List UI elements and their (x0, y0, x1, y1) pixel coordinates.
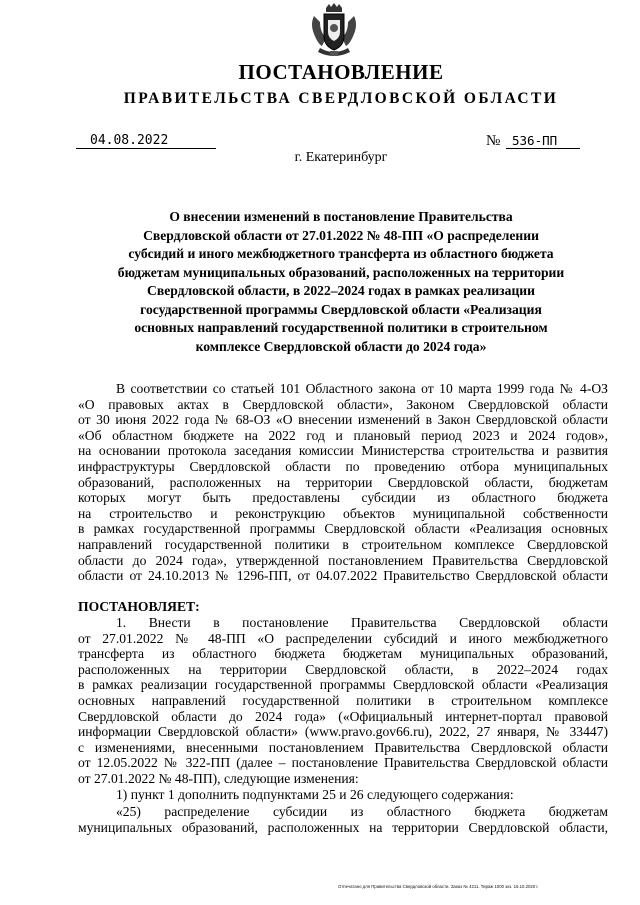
city-name: г. Екатеринбург (294, 150, 388, 165)
text-line: основных направлений государственной политики в строительном комплексе (78, 692, 608, 708)
text-line: в рамках государственной программы Свердловской области «Реализация основных (78, 521, 608, 537)
print-footer: Отпечатано для Правительства Свердловской области. Заказ № 4211. Тираж 1000 экз. 16.10.2020 г. (338, 884, 539, 889)
document-number: 536-ПП (506, 133, 580, 149)
article-1-paragraph (78, 615, 608, 802)
text-line: области до 2024 года», утвержденной постановлением Правительства Свердловской (78, 552, 608, 568)
heading-line: субсидий и иного межбюджетного трансферта из областного бюджета (128, 246, 554, 261)
text-line: от 27.01.2022 № 48-ПП «О распределении субсидий и иного межбюджетного (78, 630, 608, 646)
text-line: образований, расположенных на территории Свердловской области, бюджетам (78, 474, 608, 490)
document-subtitle: ПРАВИТЕЛЬСТВА СВЕРДЛОВСКОЙ ОБЛАСТИ (123, 90, 559, 107)
text-line: в рамках реализации государственной программы Свердловской области «Реализация (78, 677, 608, 693)
coat-of-arms-icon (308, 2, 360, 58)
text-line: от 12.05.2022 № 322-ПП (далее – постановление Правительства Свердловской области (78, 755, 608, 771)
text-line: от 27.01.2022 № 48-ПП), следующие изменения: (78, 770, 359, 786)
heading-line: основных направлений государственной политики в строительном (134, 320, 548, 335)
heading-line: государственной программы Свердловской области «Реализация (140, 301, 542, 317)
text-line: Свердловской области до 2024 года» («Официальный интернет-портал правовой (78, 708, 608, 724)
text-line: «О правовых актах в Свердловской области», Законом Свердловской области (78, 396, 608, 412)
text-line: 1) пункт 1 дополнить подпунктами 25 и 26 следующего содержания: (116, 786, 514, 802)
heading-line: Свердловской области от 27.01.2022 № 48-ПП «О распределении (143, 227, 539, 243)
document-date: 04.08.2022 (76, 133, 216, 149)
preamble-paragraph (78, 381, 608, 584)
text-line: «Об областном бюджете на 2022 год и плановый период 2023 и 2024 годов», (78, 427, 608, 443)
text-line: на основании протокола заседания комиссии Министерства строительства и развития (78, 443, 608, 459)
document-heading (0, 208, 640, 356)
heading-line: комплексе Свердловской области до 2024 года» (195, 338, 487, 354)
text-line: 1. Внести в постановление Правительства Свердловской области (116, 615, 608, 630)
text-line: инфраструктуры Свердловской области по проведению отбора муниципальных (78, 458, 608, 474)
text-line: информации Свердловской области» (www.pravo.gov66.ru), 2022, 27 января, № 33447) (78, 724, 608, 740)
document-title: ПОСТАНОВЛЕНИЕ (238, 60, 444, 84)
text-line: направлений государственной политики в строительном комплексе Свердловской (78, 536, 608, 552)
text-line: В соответствии со статьей 101 Областного закона от 10 марта 1999 года № 4-ОЗ (116, 381, 608, 396)
text-line: трансферта из областного бюджета бюджетам муниципальных образований, (78, 646, 608, 662)
decree-word: ПОСТАНОВЛЯЕТ: (78, 599, 200, 614)
heading-line: бюджетам муниципальных образований, расположенных на территории (117, 264, 565, 280)
text-line: расположенных на территории Свердловской области, в 2022–2024 годах (78, 661, 608, 677)
subitem-25-paragraph (78, 804, 608, 835)
text-line: с изменениями, внесенными постановлением Правительства Свердловской области (78, 739, 608, 755)
text-line: области от 24.10.2013 № 1296-ПП, от 04.07.2022 Правительство Свердловской области (78, 568, 608, 584)
heading-line: Свердловской области, в 2022–2024 годах в рамках реализации (147, 283, 535, 298)
text-line: муниципальных образований, расположенных на территории Свердловской области, (78, 819, 608, 835)
text-line: которых могут быть предоставлены субсидии из областного бюджета (78, 490, 608, 506)
heading-line: О внесении изменений в постановление Правительства (169, 209, 513, 224)
text-line: от 30 июня 2022 года № 68-ОЗ «О внесении изменений в Закон Свердловской области (78, 412, 608, 428)
text-line: «25) распределение субсидии из областного бюджета бюджетам (116, 804, 608, 819)
number-sign: № (486, 133, 501, 149)
text-line: на строительство и реконструкцию объектов муниципальной собственности (78, 505, 608, 521)
